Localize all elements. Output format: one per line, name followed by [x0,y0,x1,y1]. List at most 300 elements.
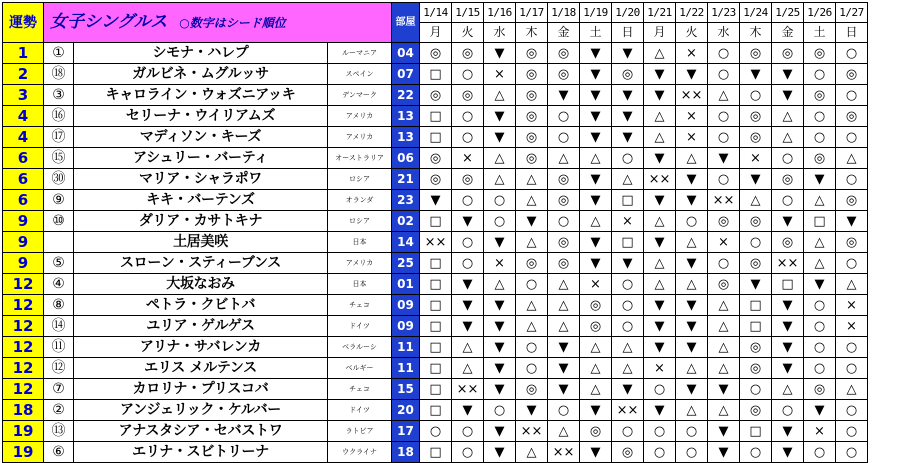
room-number: 04 [392,43,420,64]
fortune-mark: ▼ [644,400,676,421]
seed-cell: ⑱ [44,64,74,85]
weekday-cell: 日 [612,23,644,43]
fortune-mark: ○ [452,64,484,85]
weekday-cell: 金 [548,23,580,43]
weekday-cell: 火 [676,23,708,43]
fortune-mark: □ [740,295,772,316]
fortune-mark: ▼ [708,379,740,400]
country-cell: 日本 [328,274,392,295]
fortune-mark: △ [452,358,484,379]
fortune-mark: △ [612,169,644,190]
fortune-mark: ▼ [740,169,772,190]
fortune-mark: ◎ [420,85,452,106]
room-number: 14 [392,232,420,253]
fortune-mark: ◎ [772,232,804,253]
fortune-mark: △ [644,127,676,148]
fortune-mark: △ [548,421,580,442]
room-number: 09 [392,295,420,316]
fortune-mark: □ [420,295,452,316]
room-number: 25 [392,253,420,274]
fortune-mark: ▼ [484,358,516,379]
fortune-mark: ◎ [516,148,548,169]
country-cell: アメリカ [328,253,392,274]
fortune-mark: ○ [452,421,484,442]
country-cell: ベルギー [328,358,392,379]
fortune-mark: ◎ [804,148,836,169]
fortune-mark: ◎ [420,148,452,169]
fortune-mark: ○ [740,232,772,253]
fortune-mark: ○ [548,106,580,127]
fortune-mark: × [676,127,708,148]
fortune-mark: △ [708,295,740,316]
fortune-mark: ○ [804,358,836,379]
seed-cell: ⑯ [44,106,74,127]
date-cell: 1/16 [484,3,516,23]
seed-cell: ⑤ [44,253,74,274]
fortune-mark: ○ [676,211,708,232]
table-row [3,421,868,442]
fortune-mark: ◎ [516,253,548,274]
fortune-mark: ○ [740,379,772,400]
fortune-mark: ○ [772,190,804,211]
table-row [3,190,868,211]
fortune-mark: △ [772,379,804,400]
player-name: ダリア・カサトキナ [74,211,328,232]
fortune-mark: △ [548,274,580,295]
fortune-mark: △ [836,274,868,295]
fortune-mark: ▼ [580,169,612,190]
fortune-mark: ×× [516,421,548,442]
fortune-mark: ◎ [548,169,580,190]
fortune-mark: △ [580,358,612,379]
fortune-mark: ▼ [708,442,740,463]
rank-cell: 1 [3,43,44,64]
fortune-mark: × [452,148,484,169]
fortune-mark: × [836,295,868,316]
seed-cell: ⑮ [44,148,74,169]
date-cell: 1/24 [740,3,772,23]
fortune-mark: ◎ [740,43,772,64]
room-number: 17 [392,421,420,442]
player-name: アシュリー・バーティ [74,148,328,169]
fortune-mark: ▼ [612,379,644,400]
seed-cell: ㉚ [44,169,74,190]
fortune-mark: ○ [836,85,868,106]
fortune-mark: △ [804,253,836,274]
fortune-mark: ○ [708,106,740,127]
rank-cell: 12 [3,316,44,337]
fortune-mark: ◎ [804,43,836,64]
fortune-mark: ×× [676,85,708,106]
seed-cell: ② [44,400,74,421]
fortune-mark: ◎ [452,169,484,190]
country-cell: アメリカ [328,106,392,127]
weekday-cell: 火 [452,23,484,43]
fortune-mark: ▼ [484,295,516,316]
fortune-mark: ◎ [740,106,772,127]
fortune-mark: ○ [836,400,868,421]
fortune-mark: ▼ [676,253,708,274]
fortune-mark: △ [772,106,804,127]
fortune-mark: □ [420,253,452,274]
fortune-mark: ◎ [612,64,644,85]
fortune-mark: ○ [420,421,452,442]
fortune-mark: □ [740,316,772,337]
country-cell: ラトビア [328,421,392,442]
player-name: セリーナ・ウイリアムズ [74,106,328,127]
fortune-mark: △ [676,148,708,169]
fortune-mark: ▼ [772,316,804,337]
fortune-mark: ○ [804,442,836,463]
fortune-mark: △ [740,190,772,211]
fortune-mark: △ [676,400,708,421]
weekday-cell: 木 [516,23,548,43]
fortune-mark: ○ [452,253,484,274]
fortune-mark: ◎ [580,421,612,442]
fortune-mark: □ [420,337,452,358]
fortune-mark: ▼ [484,232,516,253]
country-cell: チェコ [328,295,392,316]
weekday-cell: 金 [772,23,804,43]
fortune-mark: × [644,358,676,379]
fortune-mark: △ [708,85,740,106]
rank-cell: 6 [3,190,44,211]
fortune-mark: ▼ [772,337,804,358]
fortune-mark: ▼ [484,127,516,148]
fortune-mark: △ [484,274,516,295]
fortune-mark: ×× [548,442,580,463]
fortune-mark: ○ [836,169,868,190]
seed-cell: ⑰ [44,127,74,148]
table-row [3,253,868,274]
fortune-mark: ×× [452,379,484,400]
date-cell: 1/22 [676,3,708,23]
room-number: 13 [392,127,420,148]
fortune-mark: ▼ [612,106,644,127]
fortune-mark: ○ [836,421,868,442]
country-cell: ドイツ [328,400,392,421]
table-row [3,337,868,358]
fortune-mark: △ [708,400,740,421]
fortune-mark: ▼ [772,358,804,379]
fortune-mark: ▼ [644,295,676,316]
player-rows [3,43,868,463]
seed-cell: ③ [44,85,74,106]
fortune-mark: ○ [516,337,548,358]
fortune-mark: × [836,316,868,337]
fortune-mark: ○ [548,127,580,148]
table-row [3,232,868,253]
seed-note: ○数字はシード順位 [179,16,286,30]
weekday-cell: 日 [836,23,868,43]
fortune-mark: △ [612,358,644,379]
fortune-mark: ◎ [772,169,804,190]
player-name: マディソン・キーズ [74,127,328,148]
fortune-mark: ○ [484,211,516,232]
fortune-mark: ○ [804,64,836,85]
fortune-mark: ◎ [740,211,772,232]
fortune-mark: ○ [804,337,836,358]
rank-cell: 9 [3,232,44,253]
fortune-mark: ◎ [804,85,836,106]
fortune-mark: ◎ [420,43,452,64]
fortune-mark: ▼ [676,316,708,337]
fortune-mark: △ [612,337,644,358]
player-name: 土居美咲 [74,232,328,253]
weekday-cell: 木 [740,23,772,43]
fortune-mark: ◎ [612,442,644,463]
fortune-mark: ▼ [644,232,676,253]
fortune-mark: ▼ [644,64,676,85]
room-number: 21 [392,169,420,190]
fortune-mark: ▼ [548,358,580,379]
fortune-mark: △ [548,148,580,169]
rank-cell: 6 [3,148,44,169]
fortune-mark: × [740,148,772,169]
fortune-mark: ○ [836,43,868,64]
fortune-mark: ×× [644,169,676,190]
fortune-mark: ◎ [548,232,580,253]
country-cell: 日本 [328,232,392,253]
fortune-mark: ▼ [772,295,804,316]
fortune-mark: ○ [676,442,708,463]
header-row-dates [3,3,868,23]
country-cell: スペイン [328,64,392,85]
weekday-cell: 月 [420,23,452,43]
fortune-mark: ◎ [740,337,772,358]
fortune-mark: ▼ [452,316,484,337]
fortune-mark: ▼ [772,421,804,442]
fortune-mark: ▼ [548,337,580,358]
country-cell: オランダ [328,190,392,211]
fortune-mark: ◎ [708,211,740,232]
weekday-cell: 土 [580,23,612,43]
table-row [3,169,868,190]
fortune-mark: ○ [452,232,484,253]
fortune-mark: ○ [836,127,868,148]
fortune-mark: ○ [612,274,644,295]
fortune-mark: □ [420,442,452,463]
fortune-mark: ◎ [516,64,548,85]
rank-cell: 19 [3,421,44,442]
fortune-mark: ▼ [452,211,484,232]
fortune-mark: ○ [804,127,836,148]
fortune-mark: ○ [708,64,740,85]
fortune-mark: ○ [452,106,484,127]
table-title: 女子シングルス [50,12,168,32]
room-header: 部屋 [392,3,420,43]
fortune-mark: △ [644,274,676,295]
fortune-mark: ▼ [804,274,836,295]
weekday-cell: 土 [804,23,836,43]
table-row [3,295,868,316]
player-name: アンジェリック・ケルバー [74,400,328,421]
country-cell: ロシア [328,211,392,232]
rank-cell: 12 [3,379,44,400]
rank-cell: 9 [3,211,44,232]
seed-cell: ⑬ [44,421,74,442]
seed-cell: ⑦ [44,379,74,400]
fortune-mark: △ [580,148,612,169]
fortune-mark: ▼ [452,274,484,295]
fortune-mark: △ [676,274,708,295]
fortune-mark: □ [420,127,452,148]
fortune-mark: ○ [708,253,740,274]
fortune-mark: ▼ [644,85,676,106]
fortune-mark: ○ [708,43,740,64]
player-name: キキ・バーテンズ [74,190,328,211]
fortune-mark: ▼ [484,442,516,463]
fortune-mark: ◎ [836,106,868,127]
fortune-mark: ▼ [484,379,516,400]
rank-cell: 12 [3,274,44,295]
fortune-mark: ◎ [548,190,580,211]
rank-cell: 4 [3,106,44,127]
seed-cell: ⑭ [44,316,74,337]
player-name: カロリナ・プリスコバ [74,379,328,400]
fortune-mark: △ [804,232,836,253]
fortune-mark: □ [612,190,644,211]
fortune-mark: □ [420,106,452,127]
fortune-mark: ◎ [548,43,580,64]
date-cell: 1/18 [548,3,580,23]
fortune-mark: ○ [740,442,772,463]
fortune-mark: ○ [836,442,868,463]
fortune-mark: ◎ [580,316,612,337]
rank-cell: 4 [3,127,44,148]
fortune-mark: ○ [516,358,548,379]
fortune-mark: × [804,421,836,442]
fortune-mark: ◎ [708,274,740,295]
rank-cell: 12 [3,337,44,358]
fortune-mark: ▼ [708,148,740,169]
player-name: アリナ・サバレンカ [74,337,328,358]
fortune-mark: ▼ [772,211,804,232]
fortune-mark: × [676,106,708,127]
rank-cell: 12 [3,358,44,379]
fortune-mark: ○ [452,127,484,148]
fortune-mark: ○ [516,274,548,295]
fortune-mark: △ [516,316,548,337]
fortune-mark: △ [708,337,740,358]
player-name: エリス メルテンス [74,358,328,379]
fortune-mark: ○ [836,358,868,379]
fortune-mark: ▼ [580,106,612,127]
fortune-mark: △ [708,358,740,379]
fortune-mark: ○ [772,148,804,169]
fortune-mark: △ [516,169,548,190]
fortune-mark: △ [516,232,548,253]
fortune-mark: ○ [452,442,484,463]
fortune-mark: △ [644,106,676,127]
fortune-mark: ▼ [708,421,740,442]
date-cell: 1/21 [644,3,676,23]
room-number: 20 [392,400,420,421]
fortune-mark: ○ [804,106,836,127]
country-cell: ドイツ [328,316,392,337]
fortune-mark: ▼ [580,127,612,148]
rank-cell: 2 [3,64,44,85]
fortune-mark: ▼ [804,169,836,190]
fortune-mark: ○ [676,421,708,442]
country-cell: チェコ [328,379,392,400]
fortune-mark: ◎ [836,232,868,253]
fortune-mark: ▼ [772,64,804,85]
fortune-mark: ▼ [612,43,644,64]
fortune-mark: ◎ [836,190,868,211]
fortune-mark: ◎ [580,295,612,316]
table-row [3,358,868,379]
fortune-mark: ▼ [612,253,644,274]
rank-cell: 9 [3,253,44,274]
table-row [3,148,868,169]
fortune-mark: ▼ [772,85,804,106]
fortune-mark: □ [420,400,452,421]
fortune-mark: ○ [644,442,676,463]
player-name: マリア・シャラポワ [74,169,328,190]
date-cell: 1/19 [580,3,612,23]
fortune-mark: △ [452,337,484,358]
seed-cell: ⑩ [44,211,74,232]
country-cell: アメリカ [328,127,392,148]
table-row [3,274,868,295]
room-number: 11 [392,358,420,379]
fortune-mark: ○ [804,316,836,337]
room-number: 18 [392,442,420,463]
fortune-mark: ◎ [740,358,772,379]
fortune-mark: □ [420,358,452,379]
country-cell: ルーマニア [328,43,392,64]
room-number: 09 [392,316,420,337]
seed-cell [44,232,74,253]
date-cell: 1/17 [516,3,548,23]
seed-cell: ⑥ [44,442,74,463]
country-cell: ウクライナ [328,442,392,463]
seed-cell: ⑫ [44,358,74,379]
country-cell: ベラルーシ [328,337,392,358]
fortune-mark: ▼ [580,253,612,274]
room-number: 02 [392,211,420,232]
rank-cell: 19 [3,442,44,463]
fortune-mark: ○ [836,253,868,274]
fortune-mark: ◎ [516,106,548,127]
fortune-mark: ◎ [772,43,804,64]
table-row [3,127,868,148]
fortune-mark: △ [484,148,516,169]
fortune-mark: △ [484,169,516,190]
fortune-mark: ▼ [484,43,516,64]
country-cell: オーストラリア [328,148,392,169]
fortune-mark: △ [836,379,868,400]
fortune-mark: ○ [772,400,804,421]
fortune-mark: ▼ [452,295,484,316]
seed-cell: ⑨ [44,190,74,211]
seed-cell: ④ [44,274,74,295]
fortune-mark: ▼ [580,442,612,463]
fortune-mark: ○ [740,85,772,106]
table-title-cell [44,3,392,43]
fortune-mark: △ [580,337,612,358]
fortune-mark: △ [836,148,868,169]
fortune-mark: △ [580,379,612,400]
fortune-mark: ▼ [484,106,516,127]
fortune-mark: ○ [484,400,516,421]
table-row [3,316,868,337]
fortune-mark: ○ [804,295,836,316]
fortune-mark: ×× [420,232,452,253]
table-row [3,379,868,400]
room-number: 06 [392,148,420,169]
